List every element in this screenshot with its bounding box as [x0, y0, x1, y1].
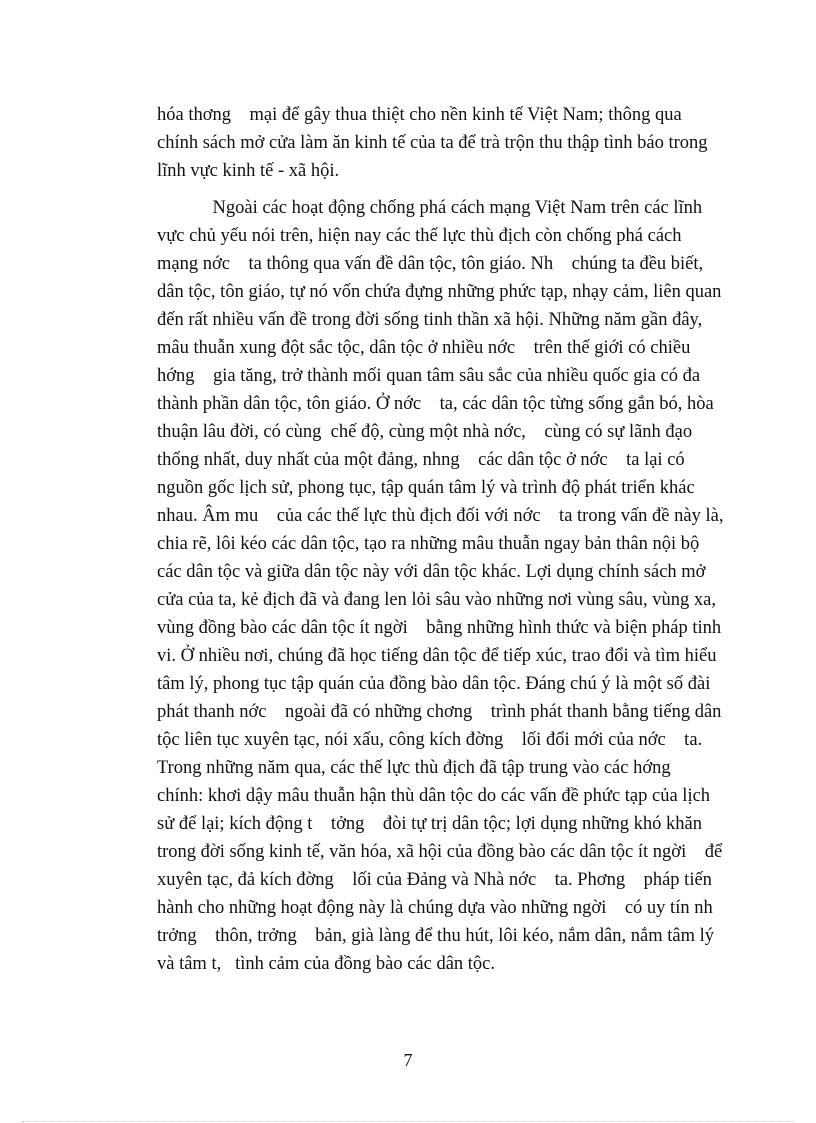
text-line: vùng đồng bào các dân tộc ít ngời bằng những hình thức và biện pháp tinh: [157, 618, 722, 638]
text-line: trởng thôn, trởng bản, già làng để thu hút, lôi kéo, nắm dân, nắm tâm lý: [157, 926, 714, 946]
text-line: hành cho những hoạt động này là chúng dựa vào những ngời có uy tín nh: [157, 898, 713, 918]
text-line: và tâm t, tình cảm của đồng bào các dân tộc.: [157, 954, 496, 974]
page-number: 7: [403, 1050, 413, 1070]
text-line: hớng gia tăng, trở thành mối quan tâm sâu sắc của nhiều quốc gia có đa: [157, 366, 701, 386]
text-line: vi. Ở nhiều nơi, chúng đã học tiếng dân tộc để tiếp xúc, trao đổi và tìm hiểu: [157, 646, 717, 666]
text-line: dân tộc, tôn giáo, tự nó vốn chứa đựng những phức tạp, nhạy cảm, liên quan: [157, 282, 722, 302]
text-line: đến rất nhiều vấn đề trong đời sống tinh thần xã hội. Những năm gần đây,: [157, 310, 703, 330]
text-line: thuận lâu đời, có cùng chế độ, cùng một nhà nớc, cùng có sự lãnh đạo: [157, 422, 693, 442]
text-line: lĩnh vực kinh tế - xã hội.: [157, 161, 340, 181]
text-line: chính sách mở cửa làm ăn kinh tế của ta để trà trộn thu thập tình báo trong: [157, 133, 708, 153]
text-line: sử để lại; kích động t tởng đòi tự trị dân tộc; lợi dụng những khó khăn: [157, 814, 702, 834]
text-line: chính: khơi dậy mâu thuẫn hận thù dân tộc do các vấn đề phức tạp của lịch: [157, 786, 711, 806]
text-line: phát thanh nớc ngoài đã có những chơng trình phát thanh bằng tiếng dân: [157, 702, 722, 722]
text-line: trong đời sống kinh tế, văn hóa, xã hội của đồng bào các dân tộc ít ngời để: [157, 842, 723, 862]
text-line: nguồn gốc lịch sử, phong tục, tập quán tâm lý và trình độ phát triển khác: [157, 478, 695, 498]
text-line: nhau. Âm mu của các thế lực thù địch đối với nớc ta trong vấn đề này là,: [157, 506, 724, 526]
text-line: mạng nớc ta thông qua vấn đề dân tộc, tôn giáo. Nh chúng ta đều biết,: [157, 254, 704, 274]
text-line: vực chủ yếu nói trên, hiện nay các thế lực thù địch còn chống phá cách: [157, 226, 682, 246]
text-line: Trong những năm qua, các thế lực thù địch đã tập trung vào các hớng: [157, 758, 671, 778]
text-line: thành phần dân tộc, tôn giáo. Ở nớc ta, các dân tộc từng sống gắn bó, hòa: [157, 394, 714, 414]
text-line: thống nhất, duy nhất của một đảng, nhng các dân tộc ở nớc ta lại có: [157, 450, 685, 470]
text-line: hóa thơng mại để gây thua thiệt cho nền kinh tế Việt Nam; thông qua: [157, 105, 682, 125]
text-line: mâu thuẫn xung đột sắc tộc, dân tộc ở nhiều nớc trên thế giới có chiều: [157, 338, 691, 358]
text-line: tâm lý, phong tục tập quán của đồng bào dân tộc. Đáng chú ý là một số đài: [157, 674, 711, 694]
text-line: Ngoài các hoạt động chống phá cách mạng Việt Nam trên các lĩnh: [157, 198, 703, 218]
page-bottom-divider: [22, 1121, 794, 1122]
text-line: chia rẽ, lôi kéo các dân tộc, tạo ra những mâu thuẫn ngay bản thân nội bộ: [157, 534, 700, 554]
text-line: xuyên tạc, đả kích đờng lối của Đảng và Nhà nớc ta. Phơng pháp tiến: [157, 870, 712, 890]
text-line: cửa của ta, kẻ địch đã và đang len lỏi sâu vào những nơi vùng sâu, vùng xa,: [157, 590, 716, 610]
text-line: tộc liên tục xuyên tạc, nói xấu, công kích đờng lối đổi mới của nớc ta.: [157, 730, 703, 750]
text-line: các dân tộc và giữa dân tộc này với dân tộc khác. Lợi dụng chính sách mở: [157, 562, 706, 582]
